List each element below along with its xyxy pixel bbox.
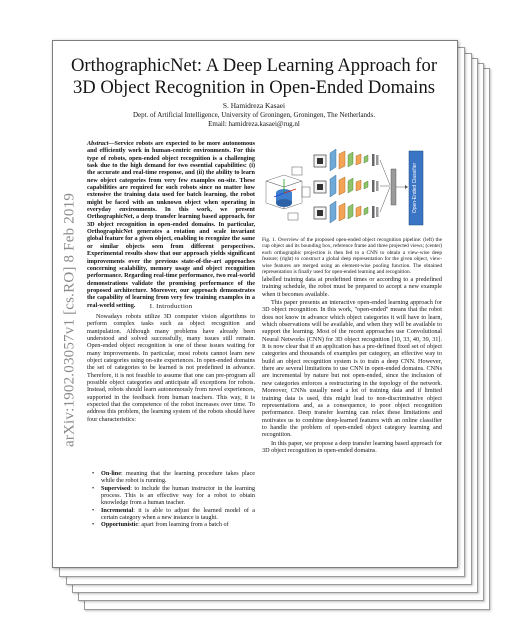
list-item-term: On-line [101, 470, 121, 477]
list-item-text: : it is able to adjust the learned model of a certain category when a new instance is taught. [101, 506, 255, 522]
paragraph: Nowadays robots utilize 3D computer vision algorithms to perform complex tasks such as object recognition and manipulation. Although many problems have already been understood and solved successfully, many issues still remain. Open-ended object recognition is one of these issues waiting for many improvements. In particular, most robots cannot learn new object categories using on-site experiences. In open-ended domains the set of categories to be learned is not predefined in advance. Therefore, it is not feasible to assume that one can pre-program all possible object categories and anticipate all exceptions for robots. Instead, robots should learn autonomously from novel experiences, supported in the feedback from human teachers. This way, it is expected that the competence of the robot increases over time. To address this problem, the learning system of the robots should have four characteristics: [87, 313, 255, 423]
cup-object-illustration [266, 167, 310, 220]
abstract-label: Abstract [87, 140, 109, 147]
paper-title-line: 3D Object Recognition in Open-Ended Domains [73, 77, 435, 98]
abstract [87, 140, 255, 309]
author-affiliation: Dept. of Artificial Intelligence, University of Groningen, Groningen, The Netherlands. [132, 111, 376, 119]
list-item-term: Incremental [101, 506, 134, 514]
list-item-text: : to include the human instructor in the learning process. This is an effective way for a robot to obtain knowledge from a human teacher. [101, 484, 255, 507]
list-item: • On-line: meaning that the learning procedure takes place while the robot is running. [92, 470, 255, 485]
list-item-text: : meaning that the learning procedure takes place while the robot is running. [101, 470, 255, 485]
arxiv-stamp: arXiv:1902.03057v1 [cs.RO] 8 Feb 2019 [61, 192, 78, 448]
open-ended-classifier [409, 151, 423, 225]
paper-title-line: OrthographicNet: A Deep Learning Approach for [70, 55, 438, 76]
list-item-term: Supervised [101, 484, 131, 492]
list-item: • Incremental: it is able to adjust the learned model of a certain category when a new instance is taught. [92, 506, 255, 522]
list-item: • Supervised: to include the human instructor in the learning process. This is an effective way for a robot to obtain knowledge from a human teacher. [92, 484, 255, 507]
section-heading: I. Introduction [149, 303, 193, 310]
orthographic-projections [314, 155, 326, 219]
list-item: • Opportunistic: apart from learning from a batch of [92, 521, 229, 529]
introduction-text [87, 313, 255, 424]
right-column-text [262, 276, 442, 455]
cnn-feature-extractors [330, 149, 379, 223]
paper-title [62, 55, 446, 99]
list-item-text: : apart from learning from a batch of [138, 521, 229, 529]
paragraph: In this paper, we propose a deep transfer learning based approach for 3D object recognition in open-ended domains. [262, 439, 442, 454]
pooling-function [380, 160, 408, 212]
figure-caption: Fig. 1. Overview of the proposed open-ended object recognition pipeline: (left) the cup object and its bounding box, reference frame and three projected views; (center) each orthographic projection is then fed to a CNN to obtain a view-wise deep feature; (right) to construct a global deep representation for the given object, view-wise features are merged using an element-wise pooling function. The obtained representation is finally used for open-ended learning and recognition. [262, 237, 442, 276]
paragraph: labelled training data at predefined times or according to a predefined training schedule, the robot must be prepared to accept a new example when it becomes available. [262, 276, 442, 298]
paragraph: This paper presents an interactive open-ended learning approach for 3D object recognition. In this work, "open-ended" means that the robot does not know in advance which object categories it will have to learn, which observations will be available, and when they will be available to support the learning. Most of the recent approaches use Convolutional Neural Networks (CNN) for 3D object recognition [10, 33, 40, 39, 31]. It is now clear that if an application has a pre-defined fixed set of object categories and thousands of examples per category, an effective way to build an object recognition system is to train a deep CNN. However, there are several limitations to use CNN in open-ended domains. CNNs are incremental by nature but not open-ended, since the inclusion of new categories enforces a restructuring in the topology of the network. Moreover, CNNs usually need a lot of training data and if limited training data is used, this might lead to non-discriminative object representations and, as a consequence, to poor object recognition performance. Deep transfer learning can relax these limitations and motivates us to combine deep-learned features with an online classifier to handle the problem of open-ended object category learning and recognition. [262, 299, 442, 439]
list-item-term: Opportunistic [101, 521, 139, 529]
classifier-label: Open-Ended Classifier [412, 162, 418, 214]
abstract-text: —Service robots are expected to be more autonomous and efficiently work in human-centric environments. For this type of robots, open-ended object recognition is a challenging task due to the high demand for two essential capabilities: (i) the accurate and real-time response, and (ii) the ability to learn new object categories from very few examples on-site. These capabilities are required for such robots since no matter how extensive the training data used for batch learning, the robot might be faced with an unknown object when operating in everyday environments. In this work, we present OrthographicNet, a deep transfer learning based approach, for 3D object recognition in open-ended domains. In particular, OrthographicNet generates a rotation and scale invariant global feature for a given object, enabling to recognize the same or similar objects seen from different perspectives. Experimental results show that our approach yields significant improvements over the previous state-of-the-art approaches concerning scalability, memory usage and object recognition performance. Regarding real-time performance, two real-world demonstrations validate the promising performance of the proposed architecture. Moreover, our approach demonstrates the capability of learning from very few training examples in a real-world setting. [87, 140, 255, 309]
author-name: S. Hamidreza Kasaei [222, 101, 286, 110]
pipeline-figure [262, 141, 442, 235]
characteristics-list [87, 470, 255, 529]
author-email: Email: hamidreza.kasaei@rug.nl [208, 120, 300, 128]
